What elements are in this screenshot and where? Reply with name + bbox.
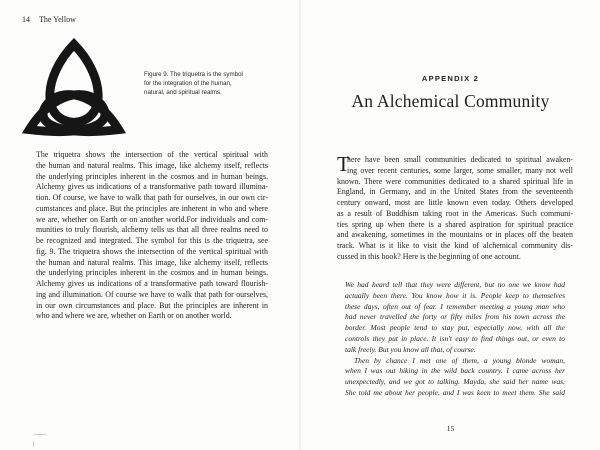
body-line: we are, whether on Earth or on another world.For individuals and com- [36,214,268,224]
body-line: be recognized and integrated. The symbol for this is the triquetra, see [36,236,268,245]
quote-line: these days, often out of fear. I remember meeting a young man who [345,301,565,311]
quote-line: She told me about her people, and I was keen to meet them. She said [345,387,565,397]
left-page-number: 14 [22,15,30,24]
caption-line: Figure 9. The triquetra is the symbol [144,71,243,78]
body-line: cumstances and place. But the principles are inherent in who and where [36,203,268,213]
margin-mark [34,434,46,435]
right-page-number: 15 [446,424,455,433]
right-page [301,0,600,450]
quote-line: Then by chance I met one of them, a young blonde woman, [354,355,565,365]
quote-line: We had heard tell that they were different, but no one we know had [345,280,565,289]
quote-line: actually been there. You know how it is. People keep to themselves [345,290,565,300]
body-line: and awakening, sometimes in the mountains or in places off the beaten [337,230,573,240]
chapter-title: An Alchemical Community [351,91,550,111]
block-quote [345,280,565,399]
caption-line: natural, and spiritual realms. [144,89,222,97]
body-line: ties spring up when there is a shared aspiration for spiritual practice [337,219,573,229]
body-line: track. What is it like to visit the kind of alchemical community dis- [337,241,573,250]
body-line: munities to truly flourish, alchemy tells us that all three realms need to [36,225,268,235]
figure-caption [144,70,274,98]
margin-tick [33,441,34,447]
body-line: known. There were communities dedicated to a shared spiritual life in [337,176,573,186]
drop-cap: T [337,152,350,176]
body-line: the underlying principles inherent in the cosmos and in human beings. [36,171,268,181]
quote-line: had never travelled the forty or fifty miles from his town across the [345,312,565,322]
body-line: tion. Of course, we have to walk that path for ourselves, in our own cir- [36,193,268,202]
body-line: the underlying principles inherent in the cosmos and in human beings. [36,268,268,278]
left-body-text [36,150,268,322]
body-line: the human and natural realms. This image, like alchemy itself, reflects [36,160,268,170]
triquetra-icon [22,35,126,139]
running-head-title: The Yellow [39,15,76,24]
body-line: as a result of Buddhism taking root in the Americas. Such communi- [337,208,573,218]
appendix-label: APPENDIX 2 [421,74,480,83]
left-page [0,0,299,450]
body-line: ing and illumination. Of course we have to walk that path for ourselves, [36,289,268,299]
body-line: ing over recent centuries, some larger, some smaller, many not well [347,165,573,175]
body-line: England, in Germany, and in the United States from the seventeenth [337,187,573,197]
quote-line: when I was out hiking in the wild back country. I came across her [345,366,565,376]
body-line: here have been small communities dedicated to spiritual awaken- [347,155,573,164]
body-line: The triquetra shows the intersection of the vertical spiritual with [36,150,268,159]
quote-line: unexpectedly, and we got to talking. Mayda, she said her name was. [345,377,565,387]
body-line: in our own circumstances and place. But the principles are inherent in [36,300,268,310]
body-line: cussed in this book? Here is the beginning of one account. [337,251,521,261]
body-line: fig. 9. The triquetra shows the intersection of the vertical spiritual with [36,246,268,256]
right-body-text [337,152,573,263]
caption-line: for the integration of the human, [144,80,232,88]
body-line: Alchemy gives us indications of a transformative path toward flourish- [36,279,268,288]
running-head [22,15,85,24]
body-line: Alchemy gives us indications of a transformative path toward illumina- [36,182,268,192]
body-line: the human and natural realms. This image, like alchemy itself, reflects [36,257,268,267]
body-line: who and where we are, whether on Earth or on another world. [36,311,232,321]
quote-line: talk freely. But you know all that, of course. [345,344,476,354]
body-line: century onward, most are little known even today. Others developed [337,198,573,207]
quote-line: border. Most people tend to stay put, especially now, with all the [345,323,565,333]
quote-line: controls they put in place. It isn't easy to find things out, or even to [345,333,565,343]
